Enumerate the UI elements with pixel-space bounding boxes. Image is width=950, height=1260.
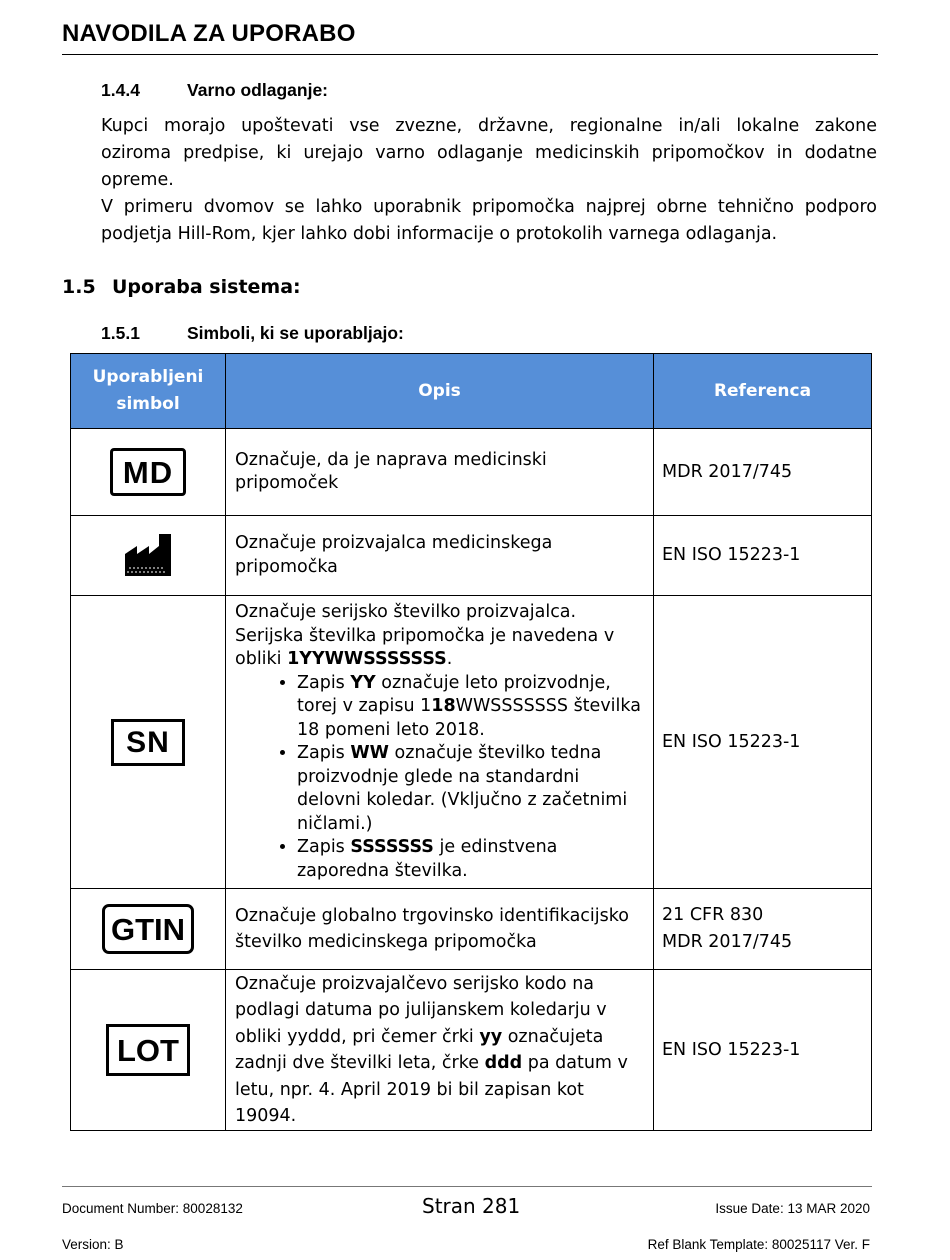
table-row-lot xyxy=(71,970,872,1131)
table-row-manufacturer xyxy=(71,516,872,596)
issue-date: Issue Date: 13 MAR 2020 xyxy=(715,1201,870,1216)
list-bold: WW xyxy=(350,743,389,763)
symbol-cell xyxy=(71,429,226,516)
description-text: pa datum v letu, npr. 4. April 2019 bi bil zapisan kot 19094. xyxy=(235,1053,628,1126)
list-text: označuje leto proizvodnje, torej v zapisu 1 xyxy=(297,672,611,716)
manufacturer-factory-icon xyxy=(123,532,173,576)
serial-format: 1YYWWSSSSSSS xyxy=(287,649,447,669)
document-title: NAVODILA ZA UPORABO xyxy=(62,20,356,47)
description-cell: Označuje proizvajalca medicinskega pripomočka xyxy=(226,516,654,596)
list-text: Zapis xyxy=(297,837,351,857)
section-number: 1.4.4 xyxy=(101,80,140,100)
paragraph-line: podjetja Hill-Rom, kjer lahko dobi informacije o protokolih varnega odlaganja. xyxy=(101,224,778,244)
section-title: Uporaba sistema: xyxy=(112,276,301,298)
footer-divider xyxy=(62,1186,872,1187)
gtin-symbol: GTIN xyxy=(102,904,194,954)
description-bold: yy xyxy=(479,1026,503,1047)
reference-cell: EN ISO 15223-1 xyxy=(654,596,872,889)
header-symbol-line: simbol xyxy=(116,394,180,414)
list-bold: YY xyxy=(350,672,376,693)
sn-symbol: SN xyxy=(111,719,185,766)
description-cell xyxy=(226,596,654,889)
header-reference: Referenca xyxy=(654,354,872,429)
symbols-table xyxy=(70,353,872,1131)
list-item xyxy=(297,742,645,836)
table-row-gtin xyxy=(71,889,872,970)
list-item xyxy=(297,836,645,883)
table-row-serial-number xyxy=(71,596,872,889)
header-symbol-line: Uporabljeni xyxy=(92,367,204,387)
description-cell xyxy=(226,970,654,1131)
reference-line: 21 CFR 830 xyxy=(662,905,764,925)
reference-cell: EN ISO 15223-1 xyxy=(654,516,872,596)
symbol-cell xyxy=(71,516,226,596)
description-cell: Označuje globalno trgovinsko identifikacijsko številko medicinskega pripomočka xyxy=(226,889,654,970)
list-item xyxy=(297,672,645,743)
reference-line: MDR 2017/745 xyxy=(662,932,793,952)
header-symbol xyxy=(71,354,226,429)
paragraph-line: Kupci morajo upoštevati vse zvezne, državne, regionalne in/ali lokalne zakone xyxy=(101,116,877,136)
serial-format-list xyxy=(235,672,645,884)
symbol-cell xyxy=(71,596,226,889)
list-bold: SSSSSSS xyxy=(350,837,434,857)
list-text: je edinstvena zaporedna številka. xyxy=(297,837,558,881)
ref-template: Ref Blank Template: 80025117 Ver. F xyxy=(647,1237,870,1252)
section-number: 1.5.1 xyxy=(101,323,140,343)
reference-cell xyxy=(654,889,872,970)
symbol-cell xyxy=(71,889,226,970)
page-number: Stran 281 xyxy=(422,1194,521,1218)
section-title: Simboli, ki se uporabljajo: xyxy=(187,323,404,343)
table-row-md xyxy=(71,429,872,516)
paragraph-line: opreme. xyxy=(101,170,174,190)
description-cell: Označuje, da je naprava medicinski pripomoček xyxy=(226,429,654,516)
paragraph-line: V primeru dvomov se lahko uporabnik pripomočka najprej obrne tehnično podporo xyxy=(101,197,877,217)
disposal-paragraph xyxy=(101,113,877,248)
document-number: Document Number: 80028132 xyxy=(62,1201,243,1216)
reference-cell: EN ISO 15223-1 xyxy=(654,970,872,1131)
section-title: Varno odlaganje: xyxy=(187,80,328,100)
description-text: Označuje proizvajalčevo serijsko kodo na podlagi datuma po julijanskem koledarju v obliki yyddd, pri čemer črki xyxy=(235,973,607,1047)
symbol-cell xyxy=(71,970,226,1131)
description-bold: ddd xyxy=(484,1053,523,1073)
lot-symbol: LOT xyxy=(106,1024,190,1076)
list-text: označuje številko tedna proizvodnje glede na standardni delovni koledar. (Vključno z začetnimi ničlami.) xyxy=(297,743,628,834)
list-text: WWSSSSSSS številka 18 pomeni leto 2018. xyxy=(297,696,641,740)
description-text: označujeta zadnji dve številki leta, črke xyxy=(235,1026,604,1073)
list-bold: 18 xyxy=(431,696,456,716)
table-header-row xyxy=(71,354,872,429)
list-text: Zapis xyxy=(297,672,351,693)
paragraph-line: oziroma predpise, ki urejajo varno odlaganje medicinskih pripomočkov in dodatne xyxy=(101,143,877,163)
version: Version: B xyxy=(62,1237,124,1252)
header-description: Opis xyxy=(226,354,654,429)
reference-cell: MDR 2017/745 xyxy=(654,429,872,516)
section-number: 1.5 xyxy=(62,276,96,298)
header-divider xyxy=(62,54,878,55)
description-text: Označuje serijsko številko proizvajalca. Serijska številka pripomočka je navedena v obliki xyxy=(235,602,615,669)
md-symbol: MD xyxy=(110,448,186,496)
description-text: . xyxy=(446,649,453,669)
list-text: Zapis xyxy=(297,743,351,763)
